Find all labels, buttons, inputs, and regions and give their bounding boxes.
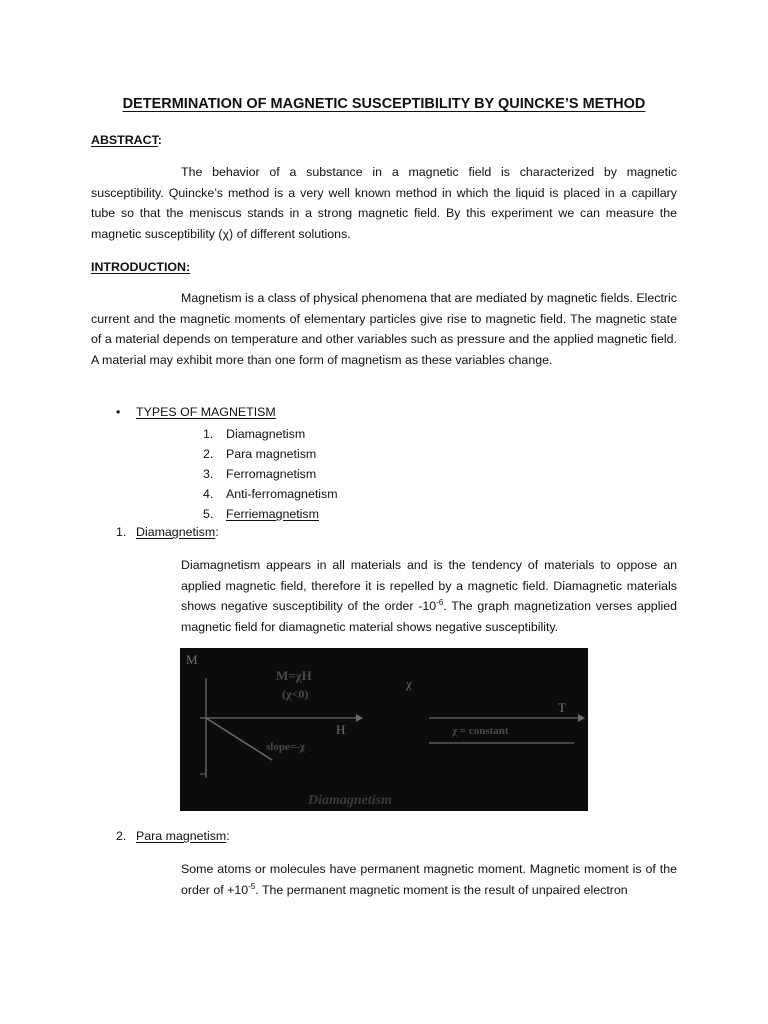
abstract-heading — [91, 133, 162, 147]
diamagnetism-figure — [180, 648, 588, 811]
introduction-paragraph — [91, 288, 677, 370]
section-colon: : — [226, 829, 230, 843]
chi-axis-label: χ — [406, 676, 412, 691]
diamagnetism-text-b: . The graph magnetization verses applied magnetic field for diamagnetic material shows negative susceptibility. — [181, 599, 677, 634]
paramagnetism-heading — [116, 829, 230, 843]
m-axis-label: M — [186, 652, 198, 667]
abstract-paragraph — [91, 162, 677, 244]
introduction-text: Magnetism is a class of physical phenomena that are mediated by magnetic fields. Electric current and the magnetic moments of elementary particles give rise to magnetic field. The magnetic state of a material depends on temperature and other variables such as pressure and the applied magnetic field. A material may exhibit more than one form of magnetism as these variables change. — [91, 291, 677, 367]
list-item-number: 5. — [203, 507, 214, 521]
document-title: DETERMINATION OF MAGNETIC SUSCEPTIBILITY BY QUINCKE’S METHOD — [122, 96, 646, 112]
chi-constant-label: χ = constant — [452, 725, 509, 737]
list-item-number: 3. — [203, 467, 214, 481]
t-axis-label: T — [558, 700, 566, 715]
list-item-number: 2. — [203, 447, 214, 461]
list-item-label: Ferromagnetism — [226, 467, 317, 481]
list-item — [203, 504, 338, 524]
introduction-heading — [91, 260, 190, 274]
paramagnetism-text-a: Some atoms or molecules have permanent magnetic moment. Magnetic moment is of the order of +10 — [181, 862, 677, 897]
list-item — [203, 444, 338, 464]
figure-background — [180, 648, 588, 811]
section-title: Diamagnetism — [136, 525, 216, 539]
abstract-text: The behavior of a substance in a magnetic field is characterized by magnetic susceptibility. Quincke’s method is a very well known method in which the liquid is placed in a capillary tube so that the meniscus stands in a strong magnetic field. By this experiment we can measure the magnetic susceptibility (χ) of different solutions. — [91, 165, 677, 241]
figure-caption: Diamagnetism — [308, 793, 393, 808]
slope-label: slope=-χ — [266, 741, 305, 753]
section-number: 1. — [116, 525, 127, 539]
diamagnetism-exponent: -6 — [436, 598, 444, 608]
types-list — [203, 424, 338, 524]
list-item — [203, 464, 338, 484]
diamagnetism-paragraph — [181, 555, 677, 637]
list-item-number: 4. — [203, 487, 214, 501]
section-colon: : — [215, 525, 219, 539]
diamagnetism-text-a: Diamagnetism appears in all materials and is the tendency of materials to oppose an applied magnetic field, therefore it is repelled by a magnetic field. Diamagnetic materials shows negative susceptibility of the order -10 — [181, 558, 677, 614]
list-item-label: Anti-ferromagnetism — [226, 487, 338, 501]
diamagnetism-graph — [180, 648, 588, 811]
abstract-heading-colon: : — [157, 133, 162, 147]
h-axis-label: H — [336, 722, 346, 737]
types-bullet-item — [116, 405, 276, 419]
equation-m-chi-h: M=χH — [276, 668, 312, 683]
abstract-heading-label: ABSTRACT — [91, 133, 158, 147]
list-item-label: Diamagnetism — [226, 427, 306, 441]
paramagnetism-exponent: -5 — [248, 881, 256, 891]
types-heading: TYPES OF MAGNETISM — [136, 405, 276, 419]
equation-chi-negative: (χ<0) — [282, 687, 309, 701]
section-title: Para magnetism — [136, 829, 227, 843]
introduction-heading-label: INTRODUCTION: — [91, 260, 191, 274]
paramagnetism-text-b: . The permanent magnetic moment is the result of unpaired electron — [255, 882, 628, 897]
list-item — [203, 424, 338, 444]
list-item — [203, 484, 338, 504]
section-number: 2. — [116, 829, 127, 843]
diamagnetism-heading — [116, 525, 219, 539]
paramagnetism-paragraph — [181, 859, 677, 900]
list-item-label: Ferriemagnetism — [226, 507, 319, 521]
bullet-icon: • — [116, 405, 121, 419]
list-item-label: Para magnetism — [226, 447, 317, 461]
list-item-number: 1. — [203, 427, 214, 441]
